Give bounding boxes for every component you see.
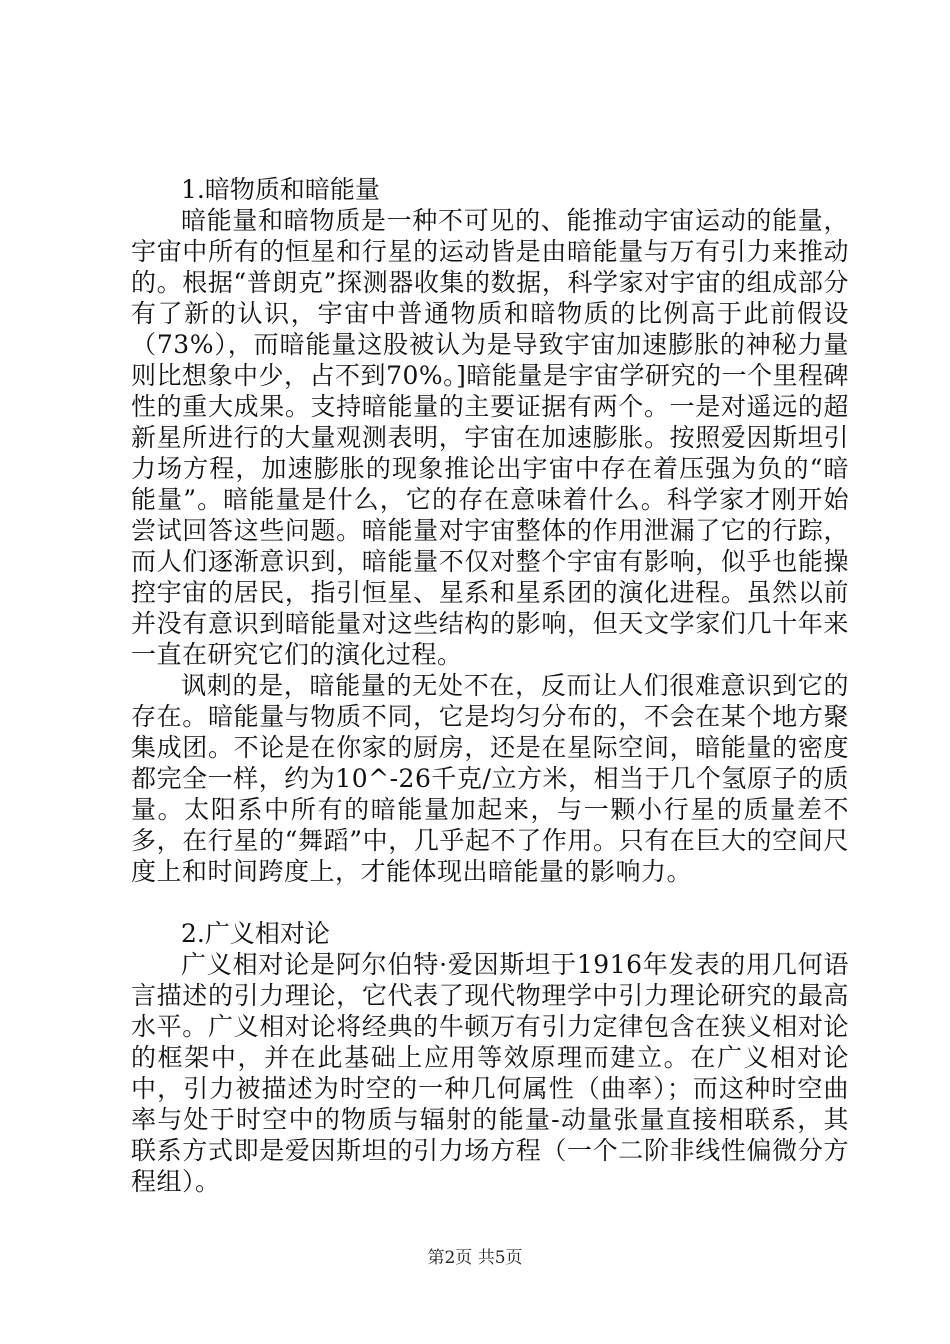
paragraph-dark-energy-density: 讽刺的是，暗能量的无处不在，反而让人们很难意识到它的存在。暗能量与物质不同，它是均匀分布的，不会在某个地方聚集成团。不论是在你家的厨房，还是在星际空间，暗能量的密度都完全一样，约为10^-26千克/立方米，相当于几个氢原子的质量。太阳系中所有的暗能量加起来，与一颗小行星的质量差不多，在行星的“舞蹈”中，几乎起不了作用。只有在巨大的空间尺度上和时间跨度上，才能体现出暗能量的影响力。: [131, 671, 849, 886]
section-spacer: [131, 887, 849, 918]
document-body: [131, 174, 849, 1197]
paragraph-dark-energy-intro: 暗能量和暗物质是一种不可见的、能推动宇宙运动的能量，宇宙中所有的恒星和行星的运动皆是由暗能量与万有引力来推动的。根据“普朗克”探测器收集的数据，科学家对宇宙的组成部分有了新的认识，宇宙中普通物质和暗物质的比例高于此前假设（73%），而暗能量这股被认为是导致宇宙加速膨胀的神秘力量则比想象中少，占不到70%。]暗能量是宇宙学研究的一个里程碑性的重大成果。支持暗能量的主要证据有两个。一是对遥远的超新星所进行的大量观测表明，宇宙在加速膨胀。按照爱因斯坦引力场方程，加速膨胀的现象推论出宇宙中存在着压强为负的“暗能量”。暗能量是什么，它的存在意味着什么。科学家才刚开始尝试回答这些问题。暗能量对宇宙整体的作用泄漏了它的行踪，而人们逐渐意识到，暗能量不仅对整个宇宙有影响，似乎也能操控宇宙的居民，指引恒星、星系和星系团的演化进程。虽然以前并没有意识到暗能量对这些结构的影响，但天文学家们几十年来一直在研究它们的演化过程。: [131, 206, 849, 669]
section-heading-dark-matter: 1.暗物质和暗能量: [181, 175, 380, 204]
page-footer: 第2页 共5页: [427, 1248, 523, 1268]
paragraph-general-relativity: 广义相对论是阿尔伯特·爱因斯坦于1916年发表的用几何语言描述的引力理论，它代表了现代物理学中引力理论研究的最高水平。广义相对论将经典的牛顿万有引力定律包含在狭义相对论的框架中，并在此基础上应用等效原理而建立。在广义相对论中，引力被描述为时空的一种几何属性（曲率）；而这种时空曲率与处于时空中的物质与辐射的能量-动量张量直接相联系，其联系方式即是爱因斯坦的引力场方程（一个二阶非线性偏微分方程组）。: [131, 950, 849, 1196]
section-heading-general-relativity: 2.广义相对论: [181, 919, 330, 948]
